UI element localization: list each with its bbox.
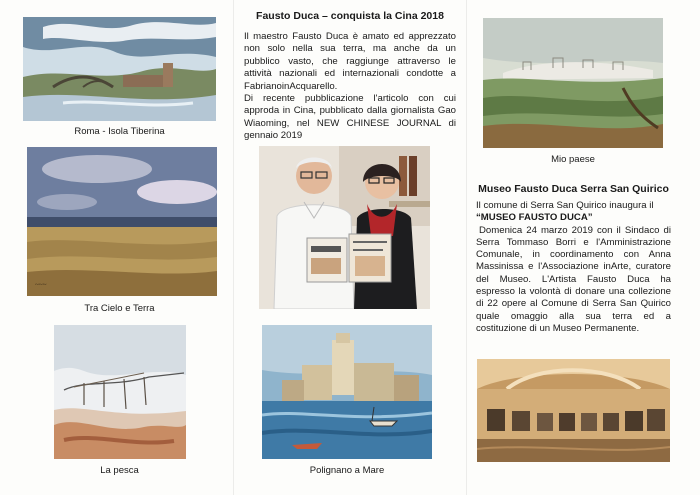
article-paragraph-1: Il maestro Fausto Duca è amato ed apprezzato non solo nella sua terra, ma anche da un pubblico vasto, che raggiunge attraverso le attività nazionali ed internazionali condotte a FabrianoinAcquarello. (244, 31, 456, 92)
museum-intro: Il comune di Serra San Quirico inaugura il (476, 200, 654, 211)
caption-polignano-a-mare: Polignano a Mare (309, 465, 385, 476)
painting-tra-cielo-e-terra (27, 147, 217, 296)
painting-roma-isola-tiberina (23, 17, 216, 121)
article-title: Fausto Duca – conquista la Cina 2018 (256, 10, 444, 22)
caption-mio-paese: Mio paese (551, 154, 595, 165)
museum-name: “MUSEO FAUSTO DUCA” (476, 212, 593, 224)
museum-heading: Museo Fausto Duca Serra San Quirico (478, 183, 669, 195)
photo-museum-hall (477, 359, 670, 462)
painting-la-pesca (54, 325, 186, 459)
article-paragraph-2: Di recente pubblicazione l'articolo con cui approda in Cina, pubblicato dalla giornalista Gao Wiaoming, nel NEW CHINESE JOURNAL di gennaio 2019 (244, 93, 456, 142)
painting-polignano-a-mare (262, 325, 432, 459)
panel-fold-right (466, 0, 467, 495)
svg-text:~~~: ~~~ (35, 281, 47, 289)
caption-la-pesca: La pesca (100, 465, 139, 476)
photo-fausto-duca-with-journalist (259, 146, 430, 309)
museum-text (476, 200, 671, 335)
caption-tra-cielo-e-terra: Tra Cielo e Terra (84, 303, 155, 314)
panel-fold-left (233, 0, 234, 495)
museum-body: Domenica 24 marzo 2019 con il Sindaco di Serra Tommaso Borri e l'Amministrazione Comunale, in coordinamento con Anna Massinissa e l'Associazione inArte, curatore del Museo. L'Artista Fausto Duca ha espresso la volontà di donare una collezione di 22 opere al Comune di Serra San Quirico quale omaggio alla sua terra ed a costituzione di un Museo Permanente. (476, 224, 671, 334)
article-text (244, 31, 456, 143)
caption-roma-isola-tiberina: Roma - Isola Tiberina (74, 126, 165, 137)
painting-mio-paese (483, 18, 663, 148)
